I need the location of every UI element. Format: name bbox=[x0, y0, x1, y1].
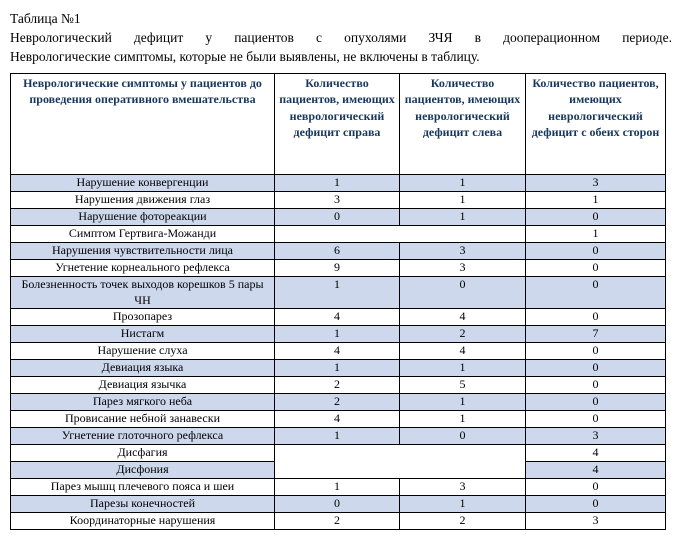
symptom-cell: Координаторные нарушения bbox=[11, 513, 275, 530]
table-header bbox=[11, 74, 666, 175]
value-right-cell: 3 bbox=[275, 192, 400, 209]
symptom-cell: Дисфония bbox=[11, 462, 275, 479]
value-both-cell: 0 bbox=[526, 277, 666, 309]
table-row bbox=[11, 496, 666, 513]
table-row bbox=[11, 192, 666, 209]
table-row bbox=[11, 243, 666, 260]
value-left-cell: 2 bbox=[400, 513, 526, 530]
symptom-cell: Угнетение глоточного рефлекса bbox=[11, 428, 275, 445]
value-left-cell: 3 bbox=[400, 260, 526, 277]
deficit-table bbox=[10, 73, 666, 530]
table-row bbox=[11, 445, 666, 462]
value-both-cell: 0 bbox=[526, 343, 666, 360]
value-right-cell: 0 bbox=[275, 209, 400, 226]
value-both-cell: 3 bbox=[526, 175, 666, 192]
symptom-cell: Парез мышц плечевого пояса и шеи bbox=[11, 479, 275, 496]
value-right-cell: 1 bbox=[275, 277, 400, 309]
table-row bbox=[11, 277, 666, 309]
symptom-cell: Угнетение корнеального рефлекса bbox=[11, 260, 275, 277]
merged-empty-cell bbox=[275, 445, 526, 479]
table-row bbox=[11, 175, 666, 192]
value-right-cell: 2 bbox=[275, 394, 400, 411]
symptom-cell: Девиация язычка bbox=[11, 377, 275, 394]
value-both-cell: 0 bbox=[526, 496, 666, 513]
symptom-cell: Болезненность точек выходов корешков 5 пары ЧН bbox=[11, 277, 275, 309]
table-row bbox=[11, 411, 666, 428]
value-left-cell: 0 bbox=[400, 428, 526, 445]
value-left-cell: 1 bbox=[400, 496, 526, 513]
table-row bbox=[11, 309, 666, 326]
table-number-label: Таблица №1 bbox=[10, 11, 81, 26]
table-caption bbox=[10, 28, 672, 66]
symptom-cell: Прозопарез bbox=[11, 309, 275, 326]
value-both-cell: 0 bbox=[526, 394, 666, 411]
value-right-cell: 4 bbox=[275, 309, 400, 326]
value-both-cell: 0 bbox=[526, 377, 666, 394]
table-row bbox=[11, 377, 666, 394]
value-right-cell: 1 bbox=[275, 326, 400, 343]
value-right-cell: 0 bbox=[275, 496, 400, 513]
table-row bbox=[11, 326, 666, 343]
symptom-cell: Дисфагия bbox=[11, 445, 275, 462]
symptom-cell: Парезы конечностей bbox=[11, 496, 275, 513]
table-row bbox=[11, 428, 666, 445]
header-symptoms: Неврологические симптомы у пациентов до проведения оперативного вмешательства bbox=[11, 74, 275, 175]
value-left-cell: 1 bbox=[400, 192, 526, 209]
value-left-cell: 1 bbox=[400, 175, 526, 192]
value-both-cell: 1 bbox=[526, 192, 666, 209]
value-both-cell: 0 bbox=[526, 209, 666, 226]
table-row bbox=[11, 513, 666, 530]
value-left-cell: 0 bbox=[400, 277, 526, 309]
value-left-cell: 1 bbox=[400, 209, 526, 226]
table-row bbox=[11, 209, 666, 226]
value-both-cell: 0 bbox=[526, 479, 666, 496]
value-both-cell: 4 bbox=[526, 445, 666, 462]
table-row bbox=[11, 260, 666, 277]
table-row bbox=[11, 226, 666, 243]
value-right-cell: 9 bbox=[275, 260, 400, 277]
value-right-cell: 1 bbox=[275, 360, 400, 377]
symptom-cell: Нарушение конвергенции bbox=[11, 175, 275, 192]
symptom-cell: Нистагм bbox=[11, 326, 275, 343]
value-right-cell: 6 bbox=[275, 243, 400, 260]
table-row bbox=[11, 343, 666, 360]
symptom-cell: Парез мягкого неба bbox=[11, 394, 275, 411]
header-deficit-both: Количество пациентов, имеющих неврологический дефицит с обеих сторон bbox=[526, 74, 666, 175]
value-both-cell: 3 bbox=[526, 428, 666, 445]
value-right-cell: 1 bbox=[275, 175, 400, 192]
value-left-cell: 4 bbox=[400, 309, 526, 326]
value-right-cell: 4 bbox=[275, 411, 400, 428]
header-deficit-right: Количество пациентов, имеющих неврологический дефицит справа bbox=[275, 74, 400, 175]
value-left-cell: 1 bbox=[400, 360, 526, 377]
value-both-cell: 0 bbox=[526, 260, 666, 277]
table-row bbox=[11, 479, 666, 496]
symptom-cell: Нарушения чувствительности лица bbox=[11, 243, 275, 260]
value-both-cell: 4 bbox=[526, 462, 666, 479]
value-left-cell: 4 bbox=[400, 343, 526, 360]
header-deficit-left: Количество пациентов, имеющих неврологический дефицит слева bbox=[400, 74, 526, 175]
value-both-cell: 1 bbox=[526, 226, 666, 243]
value-right-cell: 1 bbox=[275, 428, 400, 445]
value-both-cell: 3 bbox=[526, 513, 666, 530]
merged-empty-cell bbox=[275, 226, 526, 243]
value-both-cell: 0 bbox=[526, 243, 666, 260]
value-right-cell: 2 bbox=[275, 513, 400, 530]
value-left-cell: 1 bbox=[400, 411, 526, 428]
symptom-cell: Провисание небной занавески bbox=[11, 411, 275, 428]
header-row bbox=[11, 74, 666, 175]
value-both-cell: 0 bbox=[526, 360, 666, 377]
value-both-cell: 0 bbox=[526, 309, 666, 326]
value-left-cell: 3 bbox=[400, 479, 526, 496]
symptom-cell: Нарушение фотореакции bbox=[11, 209, 275, 226]
symptom-cell: Девиация языка bbox=[11, 360, 275, 377]
caption-line-2: Неврологические симптомы, которые не были выявлены, не включены в таблицу. bbox=[10, 49, 480, 64]
value-left-cell: 2 bbox=[400, 326, 526, 343]
table-row bbox=[11, 360, 666, 377]
table-body bbox=[11, 175, 666, 530]
value-both-cell: 0 bbox=[526, 411, 666, 428]
value-both-cell: 7 bbox=[526, 326, 666, 343]
caption-line-1: Неврологический дефицит у пациентов с опухолями ЗЧЯ в дооперационном периоде. bbox=[10, 30, 672, 45]
value-left-cell: 3 bbox=[400, 243, 526, 260]
symptom-cell: Нарушение слуха bbox=[11, 343, 275, 360]
value-left-cell: 5 bbox=[400, 377, 526, 394]
value-right-cell: 2 bbox=[275, 377, 400, 394]
value-right-cell: 4 bbox=[275, 343, 400, 360]
symptom-cell: Нарушения движения глаз bbox=[11, 192, 275, 209]
value-left-cell: 1 bbox=[400, 394, 526, 411]
symptom-cell: Симптом Гертвига-Можанди bbox=[11, 226, 275, 243]
value-right-cell: 1 bbox=[275, 479, 400, 496]
table-row bbox=[11, 394, 666, 411]
